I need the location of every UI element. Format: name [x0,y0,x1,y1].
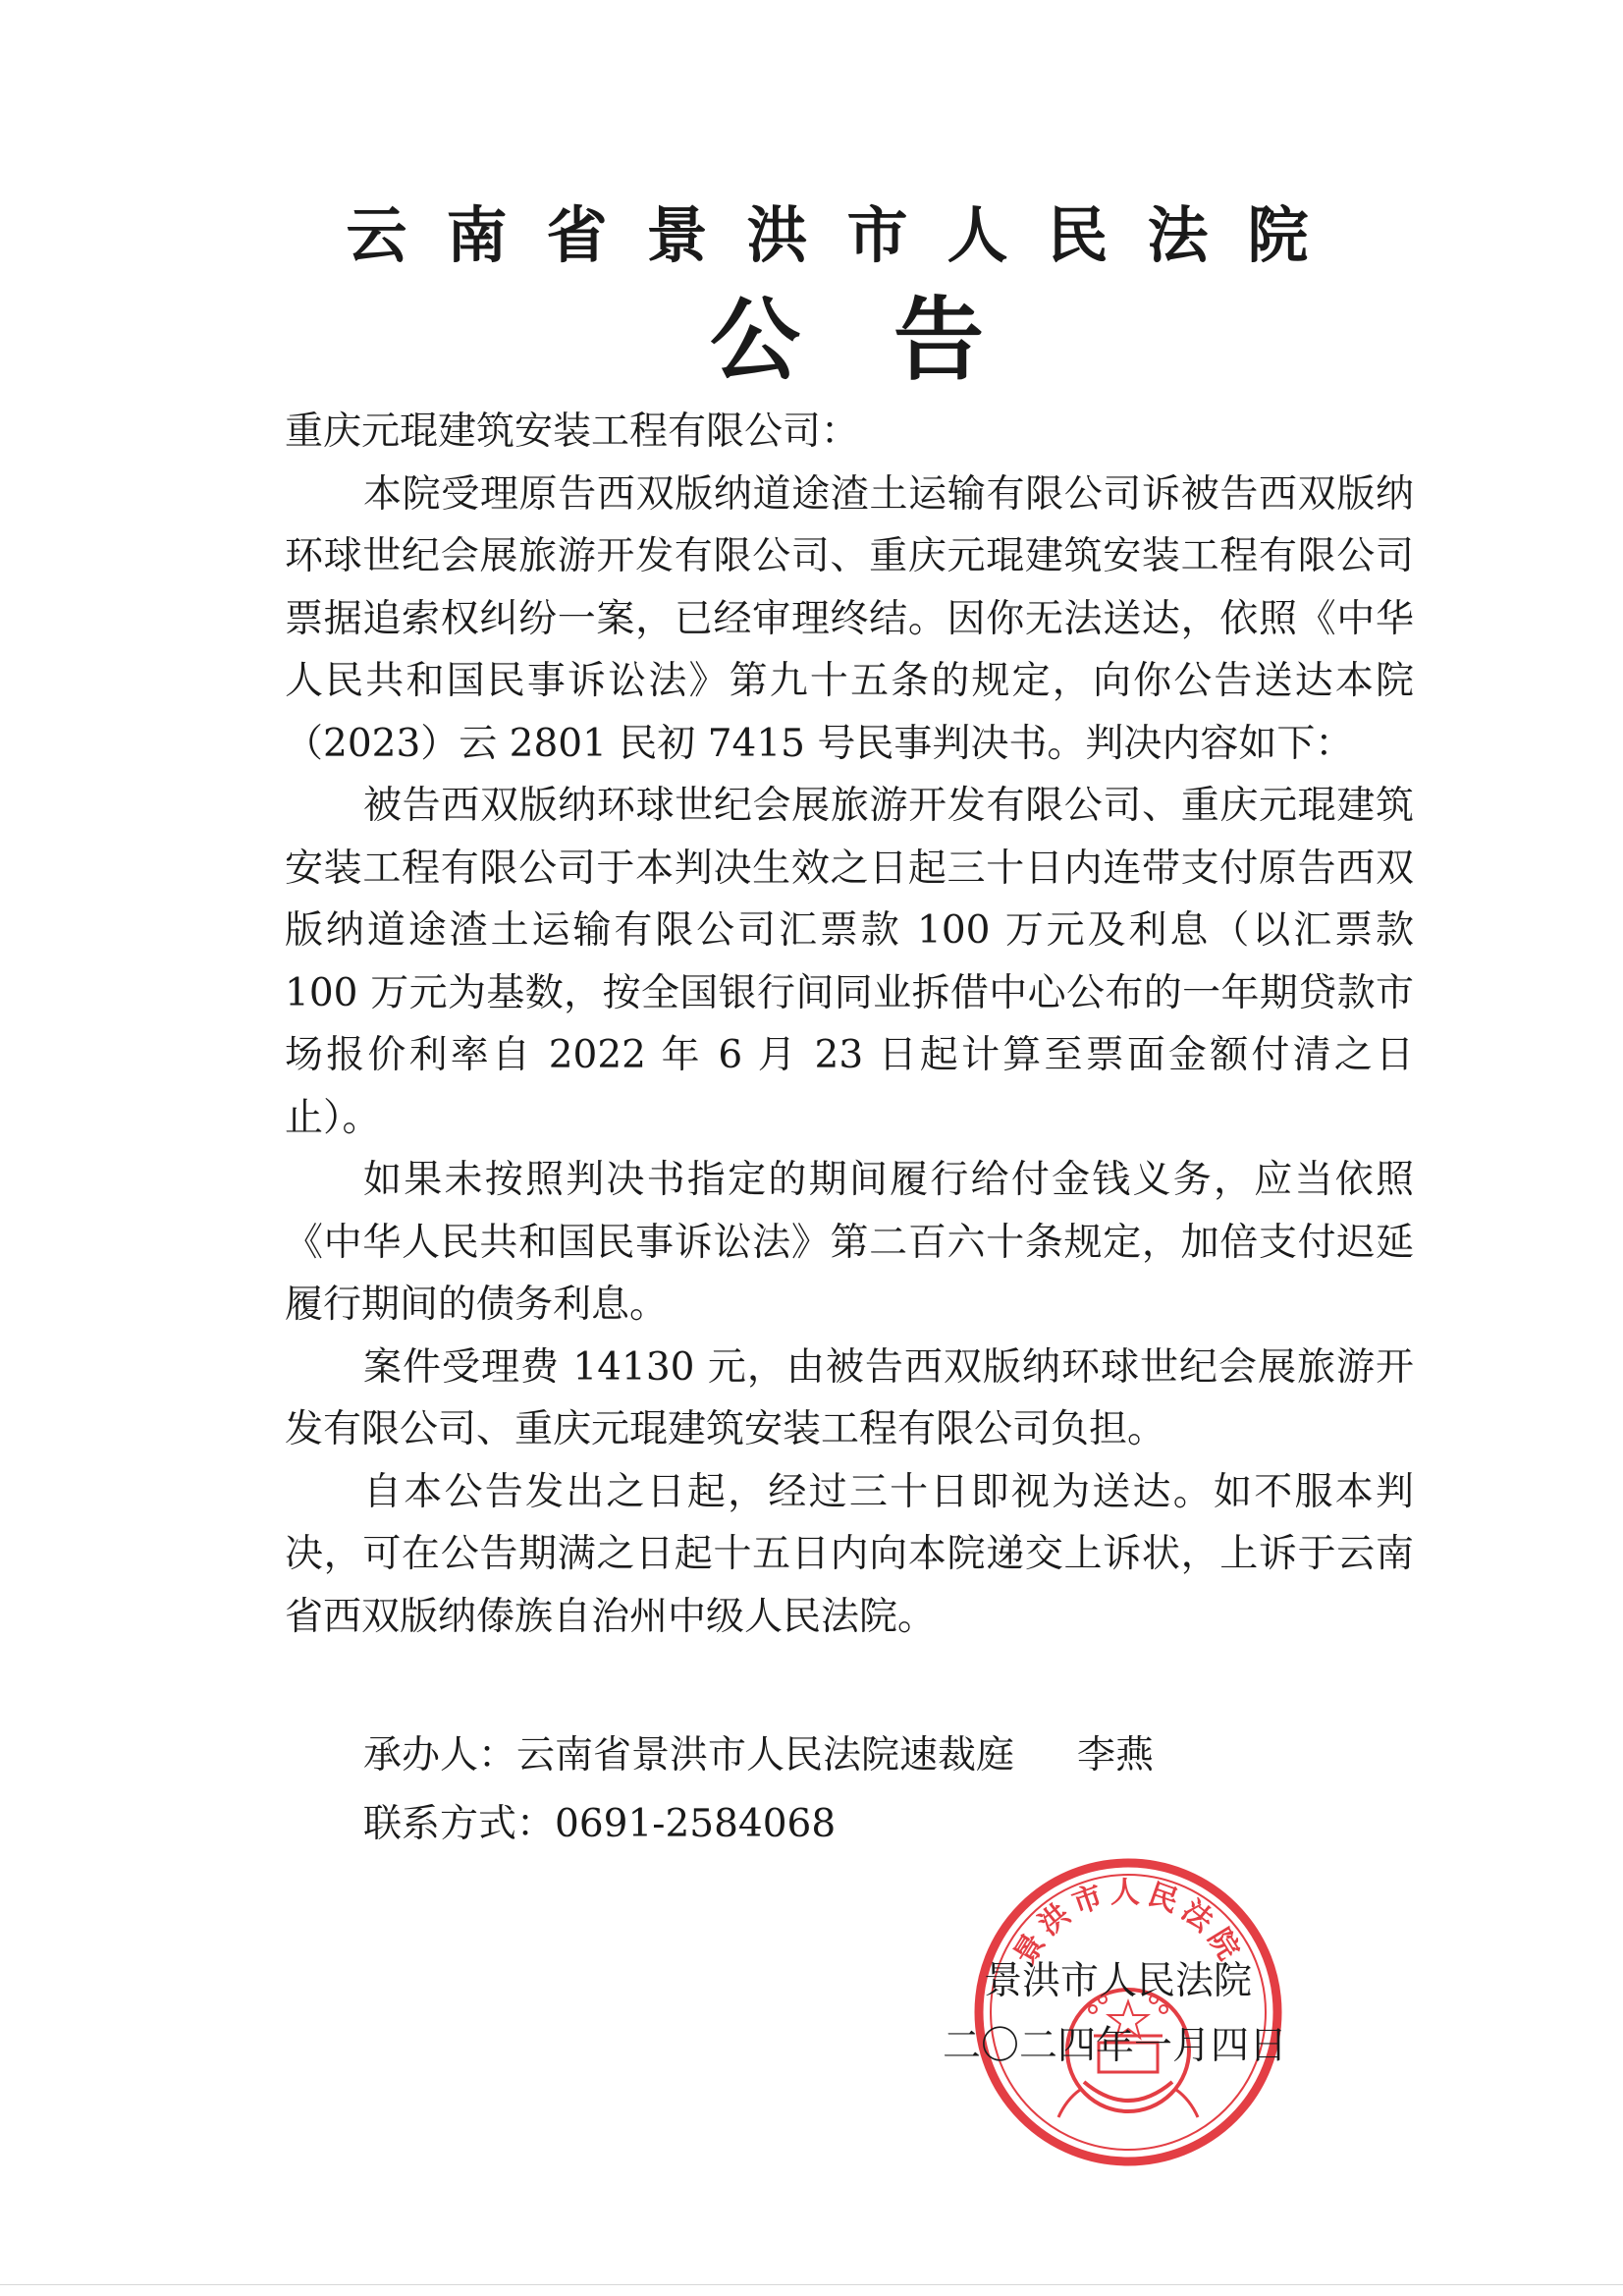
handler-line [363,1722,1154,1790]
contact-block [363,1722,1154,1859]
paragraph-case-intro: 本院受理原告西双版纳道途渣土运输有限公司诉被告西双版纳环球世纪会展旅游开发有限公司、重庆元琨建筑安装工程有限公司票据追索权纠纷一案，已经审理终结。因你无法送达，依照《中华人民共和国民事诉讼法》第九十五条的规定，向你公告送达本院（2023）云 2801 民初 7415 号民事判决书。判决内容如下： [285,471,1414,766]
notice-date: 二〇二四年一月四日 [943,2024,1288,2068]
handler-name: 李燕 [1077,1733,1155,1777]
phone-label: 联系方式： [363,1802,556,1846]
document-title: 公告 [709,288,1077,393]
seal-inscription: 景洪市人民法院 [1007,1875,1249,1971]
paragraph-appeal: 自本公告发出之日起，经过三十日即视为送达。如不服本判决，可在公告期满之日起十五日内向本院递交上诉状，上诉于云南省西双版纳傣族自治州中级人民法院。 [285,1469,1414,1639]
paragraph-court-fee: 案件受理费 14130 元，由被告西双版纳环球世纪会展旅游开发有限公司、重庆元琨建筑安装工程有限公司负担。 [285,1344,1414,1451]
phone-number: 0691-2584068 [555,1802,837,1846]
notice-body [285,401,1414,1648]
scan-edge-line [0,2284,1623,2285]
salutation: 重庆元琨建筑安装工程有限公司： [285,410,860,454]
phone-line [363,1790,1154,1859]
paragraph-judgment: 被告西双版纳环球世纪会展旅游开发有限公司、重庆元琨建筑安装工程有限公司于本判决生效之日起三十日内连带支付原告西双版纳道途渣土运输有限公司汇票款 100 万元及利息（以汇票款 100 万元为基数，按全国银行间同业拆借中心公布的一年期贷款市场报价利率自 2022 年 6 月 23 日起计算至票面金额付清之日止）。 [285,784,1414,1140]
court-title: 云南省景洪市人民法院 [346,199,1348,271]
signature-block [943,1949,1335,2079]
signing-court: 景洪市人民法院 [984,1959,1253,2003]
handler-department: 云南省景洪市人民法院速裁庭 [516,1733,1015,1777]
paragraph-late-interest: 如果未按照判决书指定的期间履行给付金钱义务，应当依照《中华人民共和国民事诉讼法》第二百六十条规定，加倍支付迟延履行期间的债务利息。 [285,1158,1414,1327]
handler-label: 承办人： [363,1733,517,1777]
